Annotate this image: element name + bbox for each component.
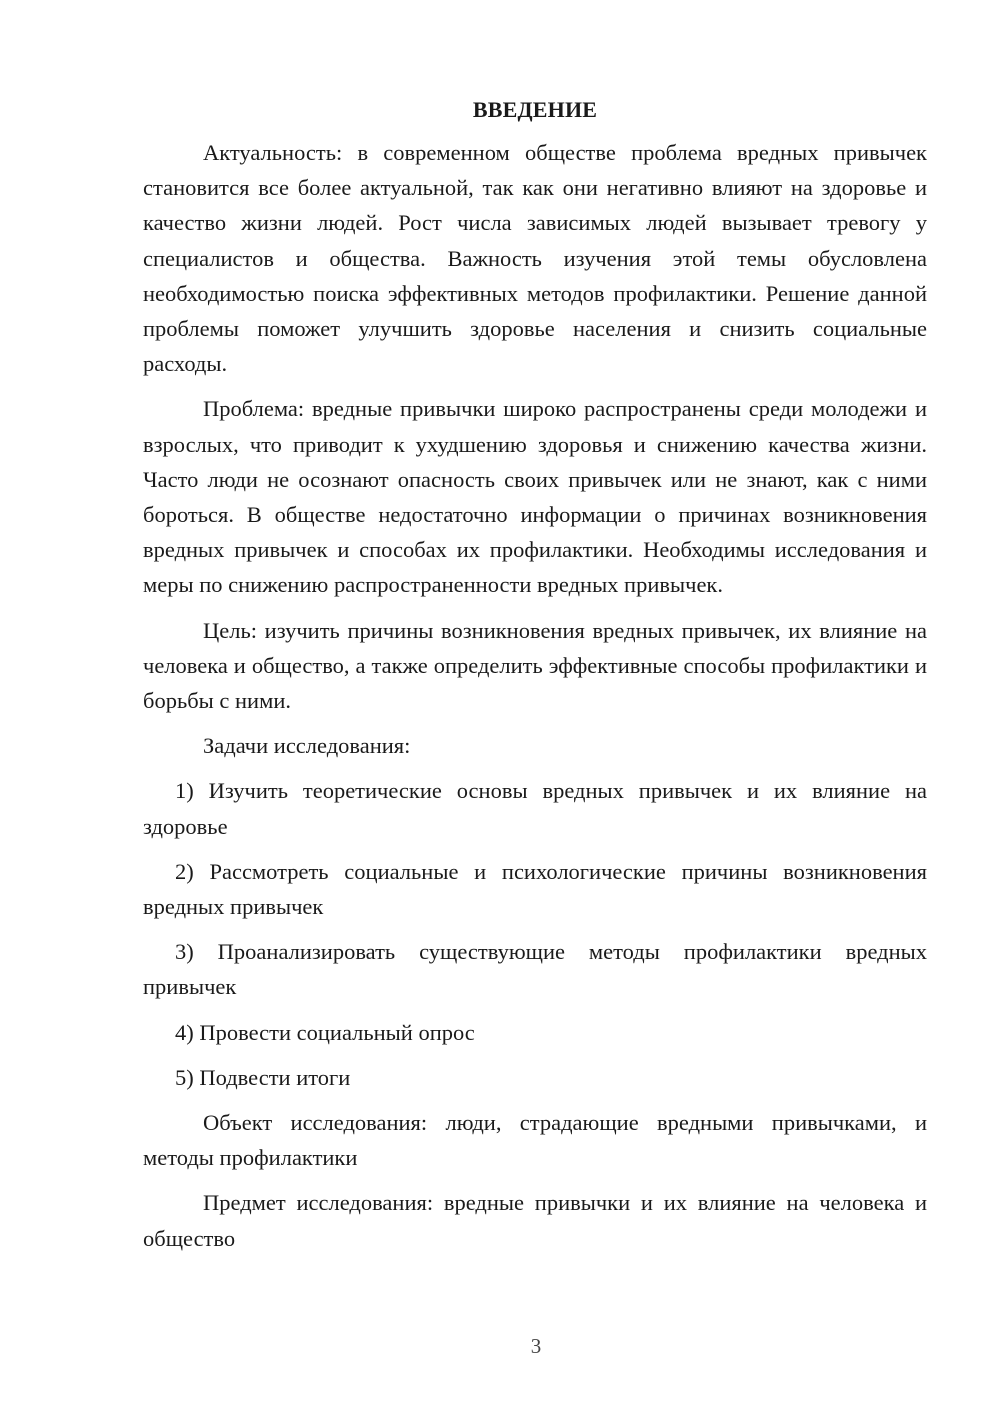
paragraph-subject: Предмет исследования: вредные привычки и их влияние на человека и общество bbox=[143, 1190, 927, 1251]
page-title: ВВЕДЕНИЕ bbox=[472, 97, 598, 122]
list-item: 5) Подвести итоги bbox=[175, 1064, 351, 1090]
page-number: 3 bbox=[530, 1334, 542, 1358]
list-item: 1) Изучить теоретические основы вредных привычек и их влияние на здоровье bbox=[143, 778, 927, 839]
list-item: 4) Провести социальный опрос bbox=[175, 1019, 475, 1045]
tasks-heading: Задачи исследования: bbox=[203, 733, 411, 759]
paragraph-problem: Проблема: вредные привычки широко распространены среди молодежи и взрослых, что приводит к ухудшению здоровья и снижению качества жизни. Часто люди не осознают опасность своих привычек или не знают, как с ними бороться. В обществе недостаточно информации о причинах возникновения вредных привычек и способах их профилактики. Необходимы исследования и меры по снижению распространенности вредных привычек. bbox=[143, 396, 927, 598]
document-page bbox=[143, 92, 927, 1256]
list-item: 2) Рассмотреть социальные и психологические причины возникновения вредных привычек bbox=[143, 858, 927, 920]
paragraph-goal: Цель: изучить причины возникновения вредных привычек, их влияние на человека и общество, а также определить эффективные способы профилактики и борьбы с ними. bbox=[143, 617, 927, 714]
paragraph-relevance: Актуальность: в современном обществе проблема вредных привычек становится все более актуальной, так как они негативно влияют на здоровье и качество жизни людей. Рост числа зависимых людей вызывает тревогу у специалистов и общества. Важность изучения этой темы обусловлена необходимостью поиска эффективных методов профилактики. Решение данной проблемы поможет улучшить здоровье населения и снизить социальные расходы. bbox=[143, 140, 927, 377]
list-item: 3) Проанализировать существующие методы профилактики вредных привычек bbox=[143, 939, 927, 1000]
tasks-list bbox=[143, 773, 927, 1095]
paragraph-object: Объект исследования: люди, страдающие вредными привычками, и методы профилактики bbox=[143, 1110, 927, 1171]
